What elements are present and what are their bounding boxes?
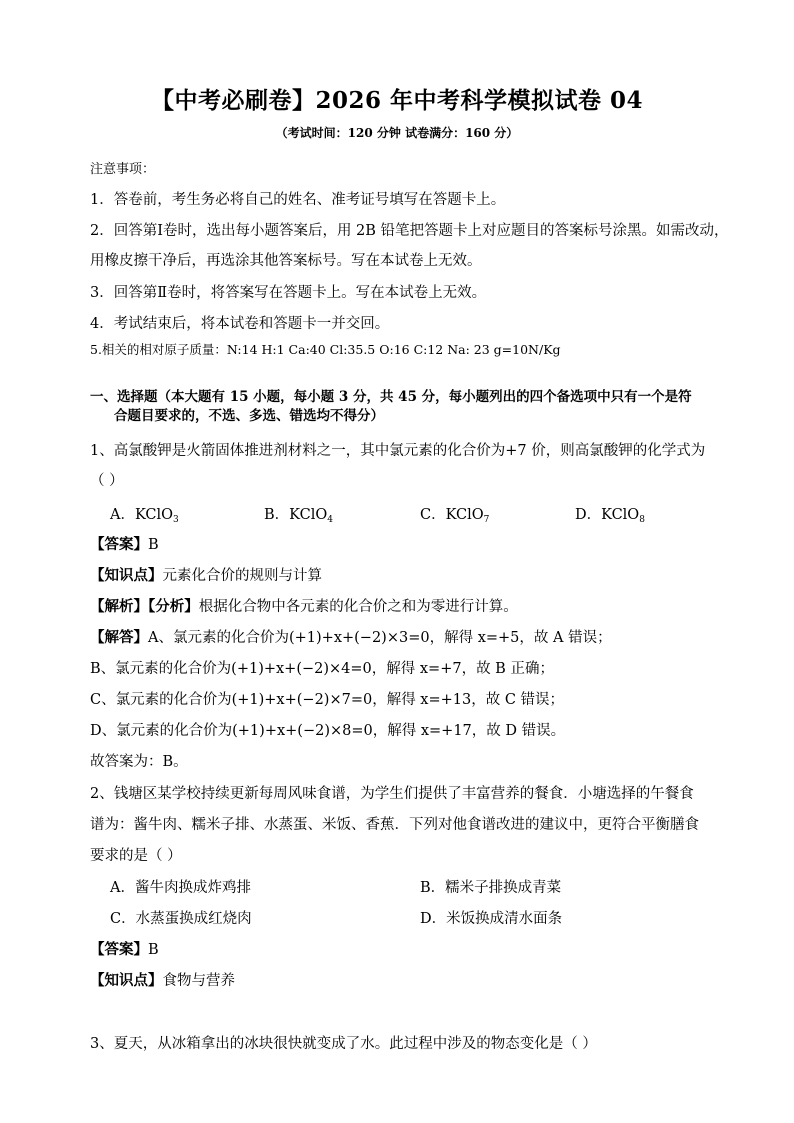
- q2-knowledge-point: 【知识点】食物与营养: [90, 972, 235, 989]
- question-2-stem-cont: 谱为：酱牛肉、糯米子排、水蒸蛋、米饭、香蕉．下列对他食谱改进的建议中，更符合平衡膳食: [90, 817, 699, 833]
- q1-solution-c: C、氯元素的化合价为(+1)+x+(−2)×7=0，解得 x=+13，故 C 错误；: [90, 692, 565, 708]
- q2-option-d: D．米饭换成清水面条: [420, 911, 563, 927]
- q1-option-b: B．KClO$_4$: [264, 507, 333, 525]
- question-1-stem: 1、高氯酸钾是火箭固体推进剂材料之一，其中氯元素的化合价为+7 价，则高氯酸钾的化学式为: [90, 443, 706, 459]
- question-1-bracket: （ ）: [90, 473, 124, 489]
- q1-analysis: 【解析】【分析】根据化合物中各元素的化合价之和为零进行计算。: [90, 598, 518, 615]
- note-4: 4．考试结束后，将本试卷和答题卡一并交回。: [90, 316, 390, 332]
- q1-option-a: A．KClO$_3$: [110, 507, 179, 525]
- q1-option-d: D．KClO$_8$: [575, 507, 645, 525]
- q1-answer: 【答案】B: [90, 536, 159, 553]
- notes-heading: 注意事项：: [90, 162, 156, 177]
- note-3: 3．回答第Ⅱ卷时，将答案写在答题卡上。写在本试卷上无效。: [90, 285, 487, 301]
- question-2-stem-end: 要求的是（ ）: [90, 848, 182, 864]
- q2-answer: 【答案】B: [90, 941, 159, 958]
- q1-option-c: C．KClO$_7$: [420, 507, 490, 525]
- note-2: 2．回答第Ⅰ卷时，选出每小题答案后，用 2B 铅笔把答题卡上对应题目的答案标号涂黑。如需改动，: [90, 223, 729, 239]
- note-5: 5.相关的相对原子质量：N:14 H:1 Ca:40 Cl:35.5 O:16 C:12 Na: 23 g=10N/Kg: [90, 342, 561, 357]
- q1-knowledge-point: 【知识点】元素化合价的规则与计算: [90, 567, 322, 584]
- page-title: 【中考必刷卷】2026 年中考科学模拟试卷 04: [150, 87, 644, 114]
- q1-solution-a: 【解答】A、氯元素的化合价为(+1)+x+(−2)×3=0，解得 x=+5，故 A 错误；: [90, 629, 612, 646]
- note-1: 1．答卷前，考生务必将自己的姓名、准考证号填写在答题卡上。: [90, 192, 506, 208]
- q2-option-c: C．水蒸蛋换成红烧肉: [110, 911, 252, 927]
- q2-option-a: A．酱牛肉换成炸鸡排: [110, 880, 251, 896]
- q2-option-b: B．糯米子排换成青菜: [420, 880, 562, 896]
- q1-conclusion: 故答案为：B。: [90, 754, 188, 770]
- question-2-stem: 2、钱塘区某学校持续更新每周风味食谱，为学生们提供了丰富营养的餐食．小塘选择的午餐食: [90, 786, 694, 802]
- note-2-cont: 用橡皮擦干净后，再选涂其他答案标号。写在本试卷上无效。: [90, 253, 482, 269]
- q1-solution-d: D、氯元素的化合价为(+1)+x+(−2)×8=0，解得 x=+17，故 D 错误。: [90, 723, 566, 739]
- q1-solution-b: B、氯元素的化合价为(+1)+x+(−2)×4=0，解得 x=+7，故 B 正确；: [90, 661, 554, 677]
- question-3-stem: 3、夏天，从冰箱拿出的冰块很快就变成了水。此过程中涉及的物态变化是（ ）: [90, 1036, 597, 1052]
- section-heading-cont: 合题目要求的，不选、多选、错选均不得分）: [114, 408, 384, 424]
- section-heading: 一、选择题（本大题有 15 小题，每小题 3 分，共 45 分，每小题列出的四个备选项中只有一个是符: [90, 389, 692, 405]
- exam-info: （考试时间：120 分钟 试卷满分：160 分）: [275, 126, 519, 140]
